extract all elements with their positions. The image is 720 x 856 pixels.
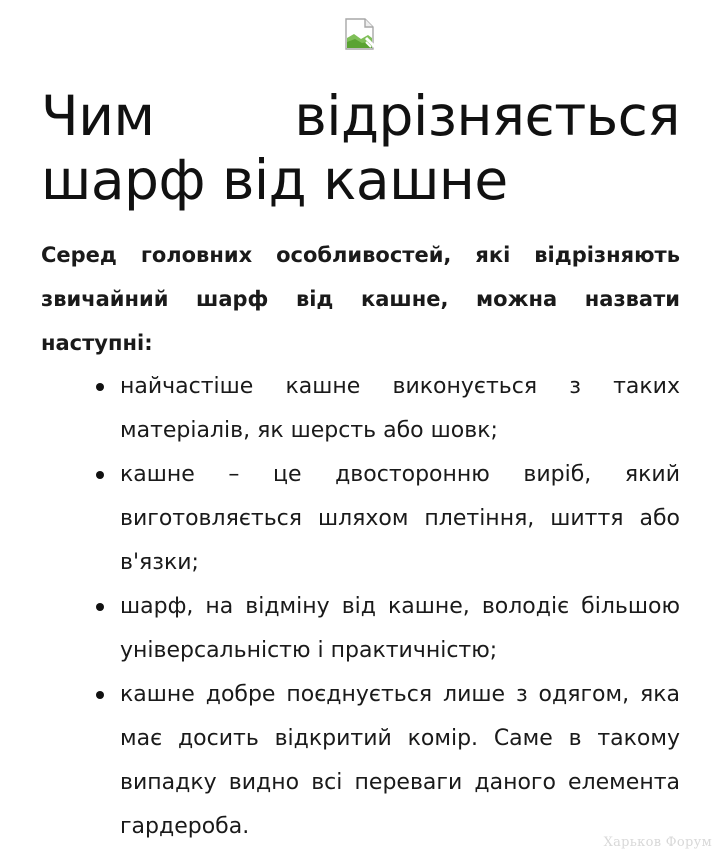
watermark: Харьков Форум bbox=[603, 835, 712, 850]
list-item: кашне добре поєднується лише з одягом, яка має досить відкритий комір. Саме в такому випадку видно всі переваги даного елемента гардероба. bbox=[120, 673, 680, 849]
article bbox=[41, 84, 680, 849]
list-item: шарф, на відміну від кашне, володіє більшою універсальністю і практичністю; bbox=[120, 585, 680, 673]
broken-image-icon bbox=[344, 18, 376, 50]
article-title: Чим відрізняється шарф від кашне bbox=[41, 84, 680, 212]
list-item: кашне – це двосторонню виріб, який виготовляється шляхом плетіння, шиття або в'язки; bbox=[120, 453, 680, 585]
feature-list bbox=[41, 365, 680, 849]
list-item: найчастіше кашне виконується з таких матеріалів, як шерсть або шовк; bbox=[120, 365, 680, 453]
article-lead: Серед головних особливостей, які відрізняють звичайний шарф від кашне, можна назвати наступні: bbox=[41, 243, 680, 355]
